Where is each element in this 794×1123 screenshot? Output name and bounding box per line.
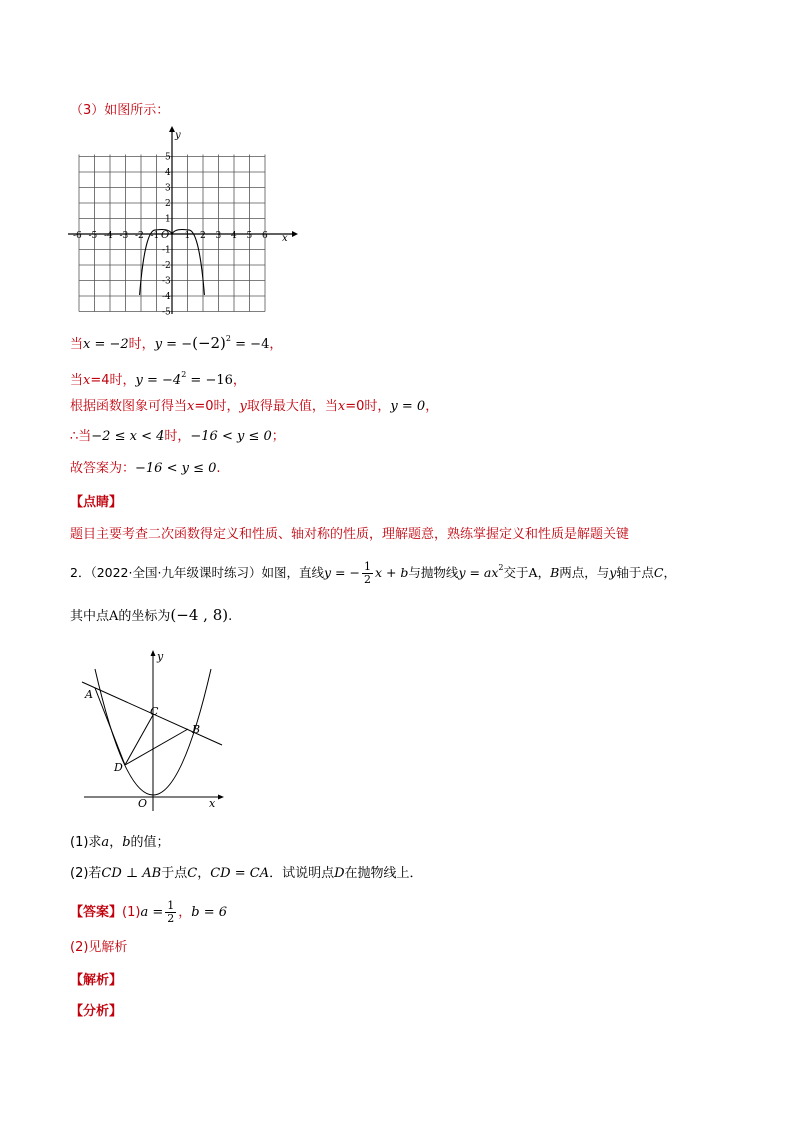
- calc-line-5: [70, 459, 221, 479]
- x-tick-label: 6: [262, 231, 268, 241]
- y-tick-label: 5: [165, 152, 171, 163]
- x-tick-label: 5: [246, 231, 253, 241]
- q2-parabola: y = ax: [458, 565, 499, 580]
- calc-line-2-y: y = −4: [135, 373, 182, 388]
- q2-point-b: B: [550, 565, 560, 580]
- q2-line2-end: .: [228, 609, 233, 624]
- calc-line-1-y: y = −: [154, 337, 193, 352]
- calc-line-3-x2: x: [337, 399, 346, 414]
- graph-1-y-label: y: [175, 130, 181, 141]
- q2-line-1: [70, 558, 676, 586]
- y-tick-label: -5: [162, 307, 171, 316]
- sub-2-c-point: C: [187, 866, 198, 881]
- fenxi-label: 【分析】: [70, 1004, 123, 1019]
- sub-1-a: (1)求: [70, 835, 102, 850]
- answer-b-eq: b = 6: [191, 905, 227, 920]
- q2-eq-y: y = −: [323, 565, 360, 580]
- sub-1-b: ，: [109, 835, 123, 850]
- q2-line-2: [70, 605, 232, 627]
- calc-line-2-x: x: [83, 373, 91, 388]
- q2-lead: 2．（2022·全国·九年级课时练习）如图，直线: [70, 565, 324, 580]
- q2-mid6: ，: [663, 565, 676, 580]
- jiexi-label: 【解析】: [70, 973, 123, 988]
- graph-1-x-label: x: [282, 233, 288, 244]
- calc-line-1-a: 当: [70, 337, 84, 352]
- graph-2-label-d: D: [114, 761, 123, 774]
- sub-1-b-var: b: [122, 835, 131, 850]
- x-tick-label: 2: [200, 231, 206, 241]
- sub-question-1: [70, 833, 170, 853]
- dianjing-label: 【点睛】: [70, 495, 123, 510]
- q2-mid3: ，: [537, 565, 551, 580]
- q2-coordinate: (−4 , 8): [170, 606, 229, 624]
- part3-heading-text: （3）如图所示：: [70, 103, 170, 118]
- sub-2-a: (2)若: [70, 866, 102, 881]
- x-tick-label: -6: [73, 231, 82, 241]
- calc-line-1: [70, 329, 282, 355]
- calc-line-1-end: ，: [269, 337, 283, 352]
- answer-part-2: (2)见解析: [70, 940, 128, 955]
- y-tick-label: -3: [162, 276, 171, 287]
- y-tick-label: 1: [165, 214, 171, 225]
- calc-line-1-exp: 2: [225, 334, 232, 343]
- graph-2-label-c: C: [150, 705, 159, 718]
- sub-1-c: 的值；: [130, 835, 170, 850]
- calc-line-2-end: ，: [232, 373, 246, 388]
- y-tick-label: -4: [162, 292, 171, 302]
- part3-heading: [70, 101, 169, 121]
- y-tick-label: -1: [162, 245, 171, 256]
- calc-line-1-paren: (−2): [192, 334, 226, 352]
- sub-2-d: ．试说明点: [269, 866, 335, 881]
- q2-mid5: 轴于点: [616, 565, 654, 580]
- q2-fraction: [362, 561, 373, 586]
- calc-line-4-end: ；: [271, 429, 285, 444]
- calc-line-2: [70, 365, 246, 391]
- q2-mid1: 与抛物线: [408, 565, 459, 580]
- calc-line-1-x: x = −2: [83, 337, 129, 352]
- calc-line-3-c: 取得最大值，当: [246, 399, 338, 414]
- calc-line-2-a: 当: [70, 373, 84, 388]
- calc-line-1-b: 时，: [128, 337, 155, 352]
- answer-frac-den: 2: [167, 912, 175, 925]
- calc-line-3-x: x: [187, 399, 195, 414]
- answer-p1: (1): [122, 905, 141, 920]
- q2-mid2: 交于: [503, 565, 529, 580]
- x-tick-label: -3: [119, 231, 129, 241]
- calc-line-4: [70, 427, 285, 447]
- calc-line-3-y2: y = 0: [390, 399, 426, 414]
- sub-2-eq: CD = CA: [210, 866, 270, 881]
- q2-frac-den: 2: [363, 573, 371, 586]
- q2-line2-point-a: A: [109, 609, 119, 624]
- graph-1: [68, 126, 298, 316]
- calc-line-4-ineq: −2 ≤ x < 4: [91, 429, 165, 444]
- calc-line-1-result: = −4: [231, 337, 270, 352]
- calc-line-3-end: ，: [425, 399, 439, 414]
- calc-line-4-b: 时，: [164, 429, 191, 444]
- graph-2-x-label: x: [209, 797, 216, 810]
- answer-label: 【答案】: [70, 905, 123, 920]
- x-tick-label: -1: [150, 231, 160, 241]
- y-tick-label: 4: [165, 168, 171, 178]
- calc-line-5-result: −16 < y ≤ 0: [135, 461, 217, 476]
- q2-line2-b: 的坐标为: [118, 609, 171, 624]
- calc-line-3-a: 根据函数图象可得当: [70, 399, 188, 414]
- sub-2-d-point: D: [334, 866, 345, 881]
- x-tick-label: -5: [88, 231, 98, 241]
- graph-1-axes: [68, 126, 298, 314]
- sub-2-e: 在抛物线上．: [344, 866, 423, 881]
- y-tick-label: -2: [162, 261, 171, 271]
- segment-db: [125, 729, 188, 765]
- answer-a-eq: a =: [140, 905, 164, 920]
- calc-line-2-result: = −16: [186, 373, 233, 388]
- calc-line-4-a: ∴当: [70, 429, 92, 444]
- calc-line-4-result: −16 < y ≤ 0: [190, 429, 272, 444]
- q2-frac-num: 1: [363, 560, 371, 573]
- sub-2-b: 于点: [161, 866, 188, 881]
- q2-y-var: y: [609, 565, 617, 580]
- graph-2-label-b: B: [192, 723, 201, 736]
- sub-1-a-var: a: [101, 835, 110, 850]
- x-tick-label: 1: [184, 231, 191, 241]
- sub-question-2: [70, 864, 423, 884]
- answer-frac-num: 1: [167, 899, 175, 912]
- sub-2-c: ，: [197, 866, 211, 881]
- calc-line-3: [70, 397, 438, 417]
- x-tick-label: -4: [104, 231, 113, 241]
- y-tick-label: 3: [165, 183, 171, 194]
- x-tick-label: -2: [135, 231, 144, 241]
- q2-parabola-exp: 2: [498, 563, 504, 572]
- calc-line-5-a: 故答案为：: [70, 461, 136, 476]
- q2-mid4: 两点，与: [559, 565, 610, 580]
- calc-line-3-b: =0时，: [194, 399, 240, 414]
- calc-line-2-exp: 2: [181, 370, 187, 379]
- sub-2-perp: CD ⊥ AB: [101, 866, 162, 881]
- dianjing-text: 题目主要考查二次函数得定义和性质、轴对称的性质，理解题意，熟练掌握定义和性质是解题关键: [70, 527, 630, 542]
- calc-line-5-end: .: [216, 461, 221, 476]
- graph-1-origin-label: O: [161, 230, 170, 241]
- graph-2-label-a: A: [85, 688, 93, 701]
- q2-line2-a: 其中点: [70, 609, 110, 624]
- calc-line-2-b: =4时，: [90, 373, 136, 388]
- answer-sep: ，: [178, 905, 192, 920]
- q2-eq-rest: x + b: [374, 565, 409, 580]
- calc-line-3-y: y: [239, 399, 247, 414]
- answer-line: [70, 900, 227, 925]
- answer-fraction: [165, 900, 176, 925]
- graph-2: [80, 645, 230, 815]
- x-tick-label: 3: [215, 231, 222, 241]
- y-tick-label: 2: [165, 199, 171, 209]
- q2-point-a: A: [528, 565, 538, 580]
- q2-point-c: C: [653, 565, 664, 580]
- graph-2-y-label: y: [157, 650, 164, 663]
- graph-2-label-o: O: [138, 797, 148, 810]
- calc-line-3-d: =0时，: [345, 399, 391, 414]
- x-tick-label: 4: [231, 231, 237, 241]
